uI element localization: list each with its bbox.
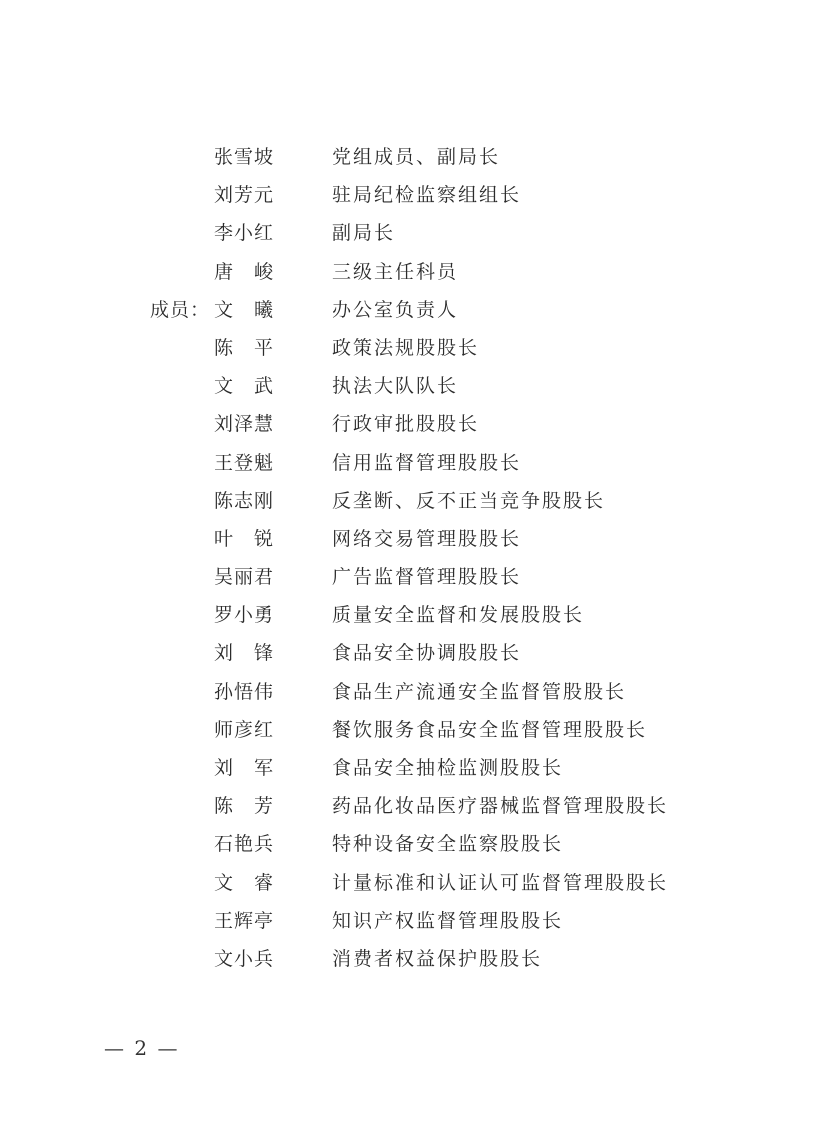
member-name: 唐 峻 <box>214 260 275 283</box>
member-name: 刘 锋 <box>214 642 275 665</box>
member-role: 质量安全监督和发展股股长 <box>332 604 585 627</box>
member-name: 文 睿 <box>214 871 275 894</box>
member-role: 餐饮服务食品安全监督管理股股长 <box>332 718 648 741</box>
roster-row <box>0 596 816 634</box>
member-name: 李小红 <box>214 222 275 245</box>
member-name: 石艳兵 <box>214 833 275 856</box>
roster-row <box>0 940 816 978</box>
roster-row <box>0 482 816 520</box>
roster-row <box>0 749 816 787</box>
member-role: 广告监督管理股股长 <box>332 566 522 589</box>
member-name: 刘芳元 <box>214 184 275 207</box>
member-role: 计量标准和认证认可监督管理股股长 <box>332 871 669 894</box>
member-name: 王登魁 <box>214 451 275 474</box>
roster-row <box>0 176 816 214</box>
roster-row-members-start <box>0 291 816 329</box>
member-role: 执法大队队长 <box>332 375 459 398</box>
member-role: 知识产权监督管理股股长 <box>332 909 564 932</box>
member-role: 食品生产流通安全监督管股股长 <box>332 680 627 703</box>
members-label: 成员： <box>150 298 211 321</box>
roster-row <box>0 520 816 558</box>
member-name: 刘 军 <box>214 757 275 779</box>
member-role: 食品安全协调股股长 <box>332 642 522 665</box>
member-name: 师彦红 <box>214 718 275 741</box>
member-role: 特种设备安全监察股股长 <box>332 833 564 856</box>
member-role: 食品安全抽检监测股股长 <box>332 757 564 779</box>
roster-row <box>0 405 816 443</box>
member-role: 药品化妆品医疗器械监督管理股股长 <box>332 795 669 818</box>
member-role: 驻局纪检监察组组长 <box>332 184 522 207</box>
member-name: 文 武 <box>214 375 275 398</box>
page-number: — 2 — <box>104 1036 180 1060</box>
member-role: 党组成员、副局长 <box>332 146 501 168</box>
roster-row <box>0 444 816 482</box>
roster-row <box>0 558 816 596</box>
member-name: 孙悟伟 <box>214 680 275 703</box>
member-role: 消费者权益保护股股长 <box>332 947 543 970</box>
member-name: 陈志刚 <box>214 489 275 512</box>
roster-row <box>0 711 816 749</box>
roster-row <box>0 787 816 825</box>
member-name: 叶 锐 <box>214 527 275 550</box>
member-role: 副局长 <box>332 222 396 245</box>
roster-row <box>0 825 816 863</box>
member-name: 文小兵 <box>214 947 275 970</box>
roster-row <box>0 864 816 902</box>
member-name: 陈 芳 <box>214 795 275 818</box>
member-roster <box>0 138 816 978</box>
member-name: 刘泽慧 <box>214 413 275 436</box>
roster-row <box>0 329 816 367</box>
member-name: 陈 平 <box>214 336 275 359</box>
member-name: 王辉亭 <box>214 909 275 932</box>
member-role: 三级主任科员 <box>332 260 459 283</box>
member-role: 行政审批股股长 <box>332 413 480 436</box>
roster-row <box>0 214 816 252</box>
member-role: 反垄断、反不正当竞争股股长 <box>332 489 606 512</box>
roster-row <box>0 253 816 291</box>
member-role: 网络交易管理股股长 <box>332 527 522 550</box>
member-name: 张雪坡 <box>214 146 275 168</box>
roster-row <box>0 673 816 711</box>
roster-row <box>0 634 816 672</box>
member-role: 政策法规股股长 <box>332 336 480 359</box>
roster-row <box>0 367 816 405</box>
member-role: 信用监督管理股股长 <box>332 451 522 474</box>
roster-row <box>0 138 816 176</box>
roster-row <box>0 902 816 940</box>
member-name: 罗小勇 <box>214 604 275 627</box>
member-name: 文 曦 <box>214 298 275 321</box>
member-role: 办公室负责人 <box>332 298 459 321</box>
member-name: 吴丽君 <box>214 566 275 589</box>
